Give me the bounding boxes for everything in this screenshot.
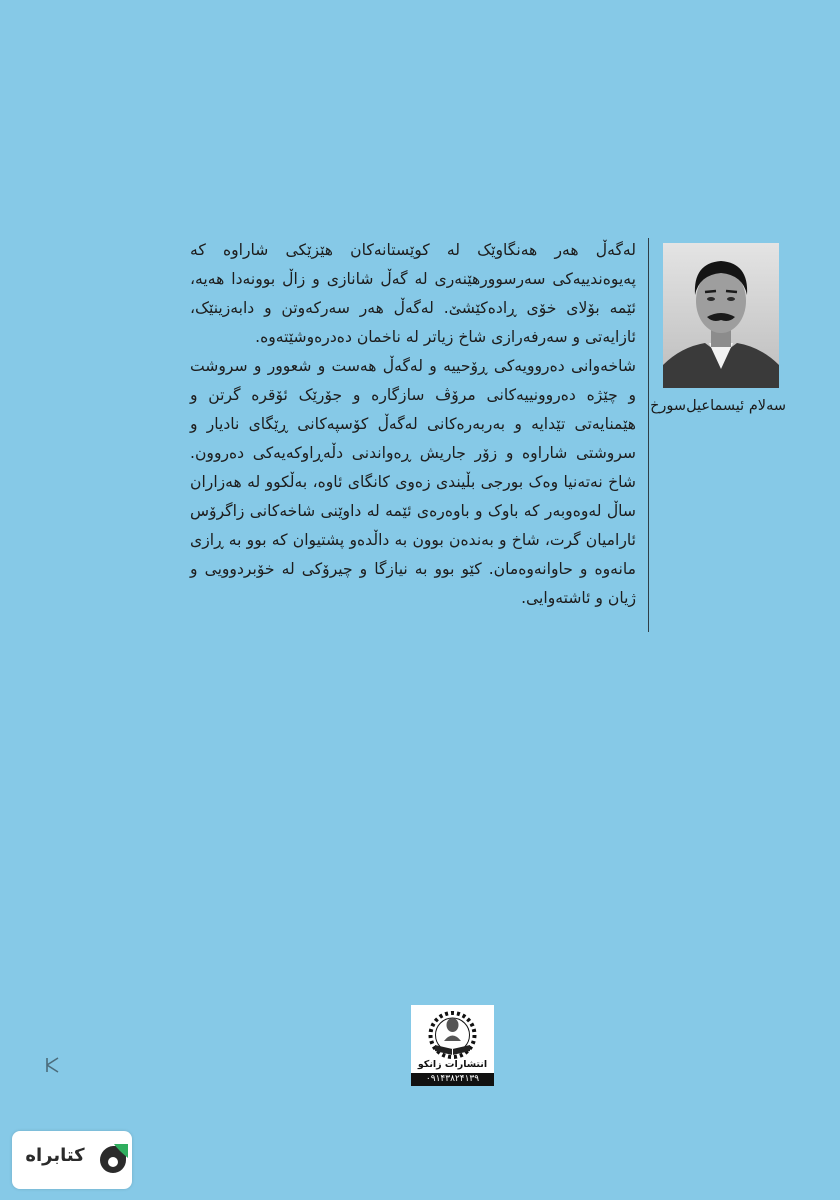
- vertical-divider: [648, 238, 649, 632]
- badge-text: کتابراه: [25, 1145, 85, 1166]
- paragraph-1: لەگەڵ هەر هەنگاوێک لە کوێستانەکان هێزێکی شاراوە کە پەیوەندییەکی سەرسوورهێنەری لە گەڵ شانازی و زاڵ بوونەدا هەیە، ئێمە بۆلای خۆی ڕادەکێشێ. لەگەڵ هەر سەرکەوتن و دابەزینێک، ئازایەتی و سەرفەرازی شاخ زیاتر لە ناخمان دەدرەوشێتەوە.: [190, 241, 636, 346]
- author-portrait-icon: [663, 243, 779, 388]
- paragraph-2: شاخەوانی دەروویەکی ڕۆحییە و لەگەڵ هەست و شعوور و سروشت و چێژە دەروونییەکانی مرۆڤ سازگارە و جۆرێک ئۆقرە گرتن و هێمنایەتی تێدایە و بەربەرەکانی لەگەڵ کۆسپەکانی ڕێگای نادیار و سروشتی شاراوە و زۆر جاریش ڕەواندنی دڵەڕاوکەیەکی دەروون. شاخ نەتەنیا وەک بورجی بڵیندی زەوی کانگای ئاوە، بەڵکوو لە هەزاران ساڵ لەوەوبەر کە باوک و باوەرەی ئێمە لە داوێنی شاخەکانی زاگرۆس ئارامیان گرت، شاخ و بەندەن بوون بە داڵدەو پشتیوان کە بوو بە ڕازی مانەوە و حاوانەوەمان. کێو بوو بە نیازگا و چیرۆکی لە خۆبردوویی و ژیان و ئاشتەوایی.: [190, 357, 636, 607]
- publisher-name: انتشارات زانکو: [417, 1059, 488, 1070]
- ketabrah-badge[interactable]: [12, 1131, 132, 1189]
- ketabrah-logo-icon: [94, 1140, 132, 1180]
- author-name: سەلام ئیسماعیل‌سورخ: [650, 398, 786, 414]
- back-cover-text: [190, 236, 636, 613]
- publisher-phone: ۰۹۱۴۳۸۲۴۱۳۹: [411, 1073, 494, 1086]
- publisher-logo: [411, 1005, 494, 1086]
- side-logo-mark: [44, 1056, 62, 1074]
- sunburst-book-icon: [411, 1005, 494, 1061]
- author-photo: [663, 243, 779, 388]
- small-logo-icon: [44, 1056, 62, 1074]
